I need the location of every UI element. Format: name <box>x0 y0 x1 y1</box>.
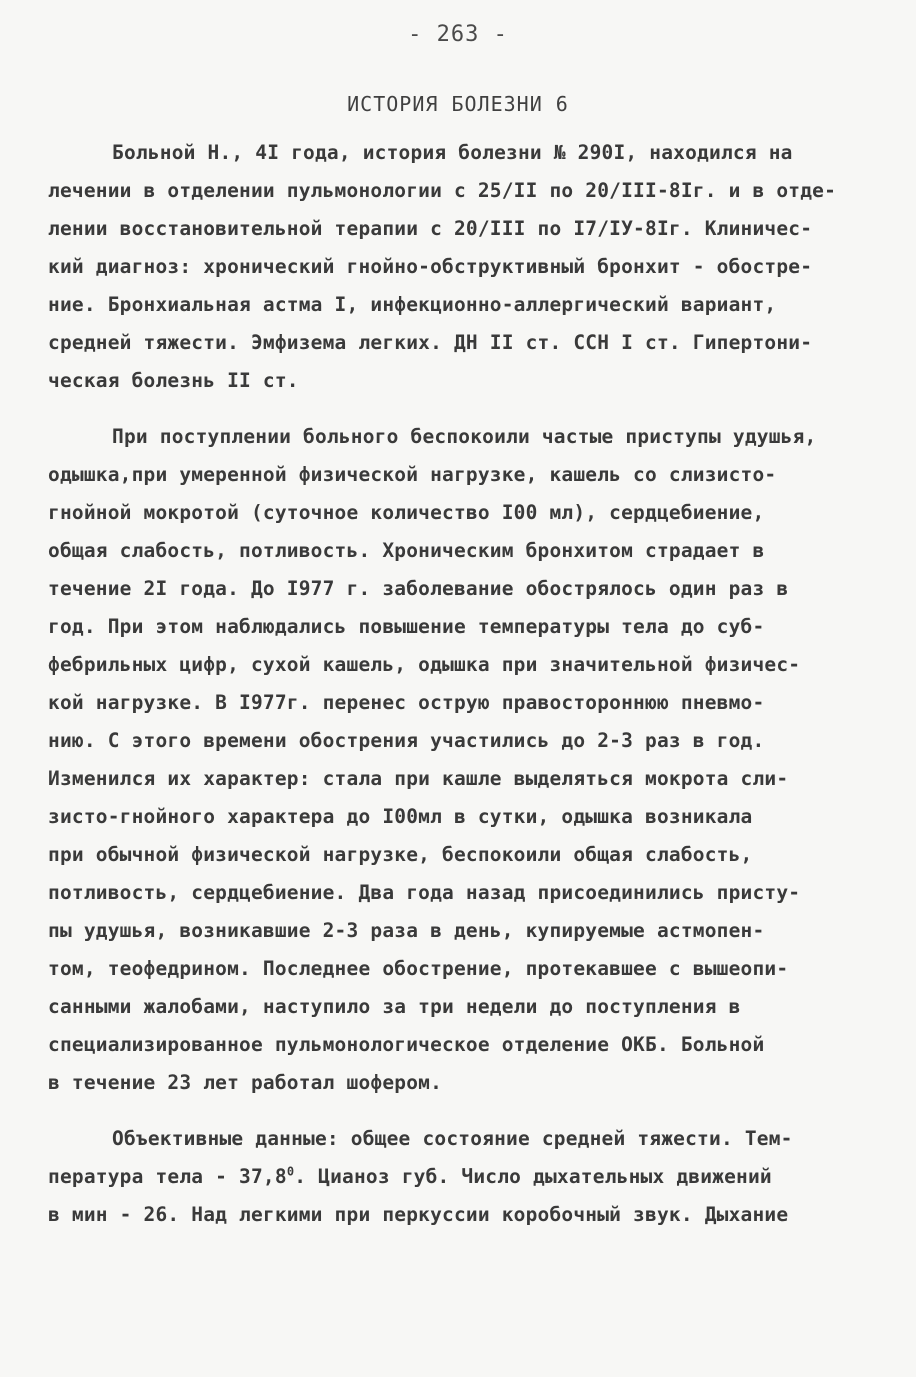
text-line: при обычной физической нагрузке, беспокоили общая слабость, <box>48 843 753 866</box>
degree-superscript: 0 <box>286 1164 295 1179</box>
text-line: пы удушья, возникавшие 2-3 раза в день, купируемые астмопен- <box>48 919 765 942</box>
text-line: Изменился их характер: стала при кашле выделяться мокрота сли- <box>48 767 789 790</box>
text-line: лечении в отделении пульмонологии с 25/II по 20/III-8Iг. и в отде- <box>48 179 837 202</box>
text-fragment: . Цианоз губ. Число дыхательных движений <box>294 1165 772 1188</box>
text-line: в течение 23 лет работал шофером. <box>48 1071 443 1094</box>
text-line: нию. С этого времени обострения участились до 2-3 раз в год. <box>48 729 765 752</box>
text-line: потливость, сердцебиение. Два года назад присоединились присту- <box>48 881 801 904</box>
text-line: течение 2I года. До I977 г. заболевание обострялось один раз в <box>48 577 789 600</box>
section-title: ИСТОРИЯ БОЛЕЗНИ 6 <box>347 92 569 116</box>
text-line-temperature <box>48 1164 916 1190</box>
text-line: ческая болезнь II ст. <box>48 369 299 392</box>
text-line: кий диагноз: хронический гнойно-обструктивный бронхит - обостре- <box>48 255 813 278</box>
text-line: При поступлении больного беспокоили частые приступы удушья, <box>112 425 817 448</box>
text-line: общая слабость, потливость. Хроническим бронхитом страдает в <box>48 539 765 562</box>
text-line: зисто-гнойного характера до I00мл в сутки, одышка возникала <box>48 805 753 828</box>
text-line: фебрильных цифр, сухой кашель, одышка при значительной физичес- <box>48 653 801 676</box>
text-line: том, теофедрином. Последнее обострение, протекавшее с вышеопи- <box>48 957 789 980</box>
text-line: гнойной мокротой (суточное количество I00 мл), сердцебиение, <box>48 501 765 524</box>
text-line: одышка,при умеренной физической нагрузке, кашель со слизисто- <box>48 463 777 486</box>
text-line: санными жалобами, наступило за три недели до поступления в <box>48 995 741 1018</box>
text-line: средней тяжести. Эмфизема легких. ДН II ст. ССН I ст. Гипертони- <box>48 331 813 354</box>
text-line: Объективные данные: общее состояние средней тяжести. Тем- <box>112 1127 793 1150</box>
page-number: - 263 - <box>408 22 508 47</box>
text-fragment: пература тела - 37,8 <box>48 1165 287 1188</box>
text-line: в мин - 26. Над легкими при перкуссии коробочный звук. Дыхание <box>48 1203 789 1226</box>
text-line: специализированное пульмонологическое отделение ОКБ. Больной <box>48 1033 765 1056</box>
text-line: год. При этом наблюдались повышение температуры тела до суб- <box>48 615 765 638</box>
text-line: кой нагрузке. В I977г. перенес острую правостороннюю пневмо- <box>48 691 765 714</box>
text-line: лении восстановительной терапии с 20/III по I7/IУ-8Iг. Клиничес- <box>48 217 813 240</box>
text-line: ние. Бронхиальная астма I, инфекционно-аллергический вариант, <box>48 293 777 316</box>
text-line: Больной Н., 4I года, история болезни № 290I, находился на <box>112 141 793 164</box>
